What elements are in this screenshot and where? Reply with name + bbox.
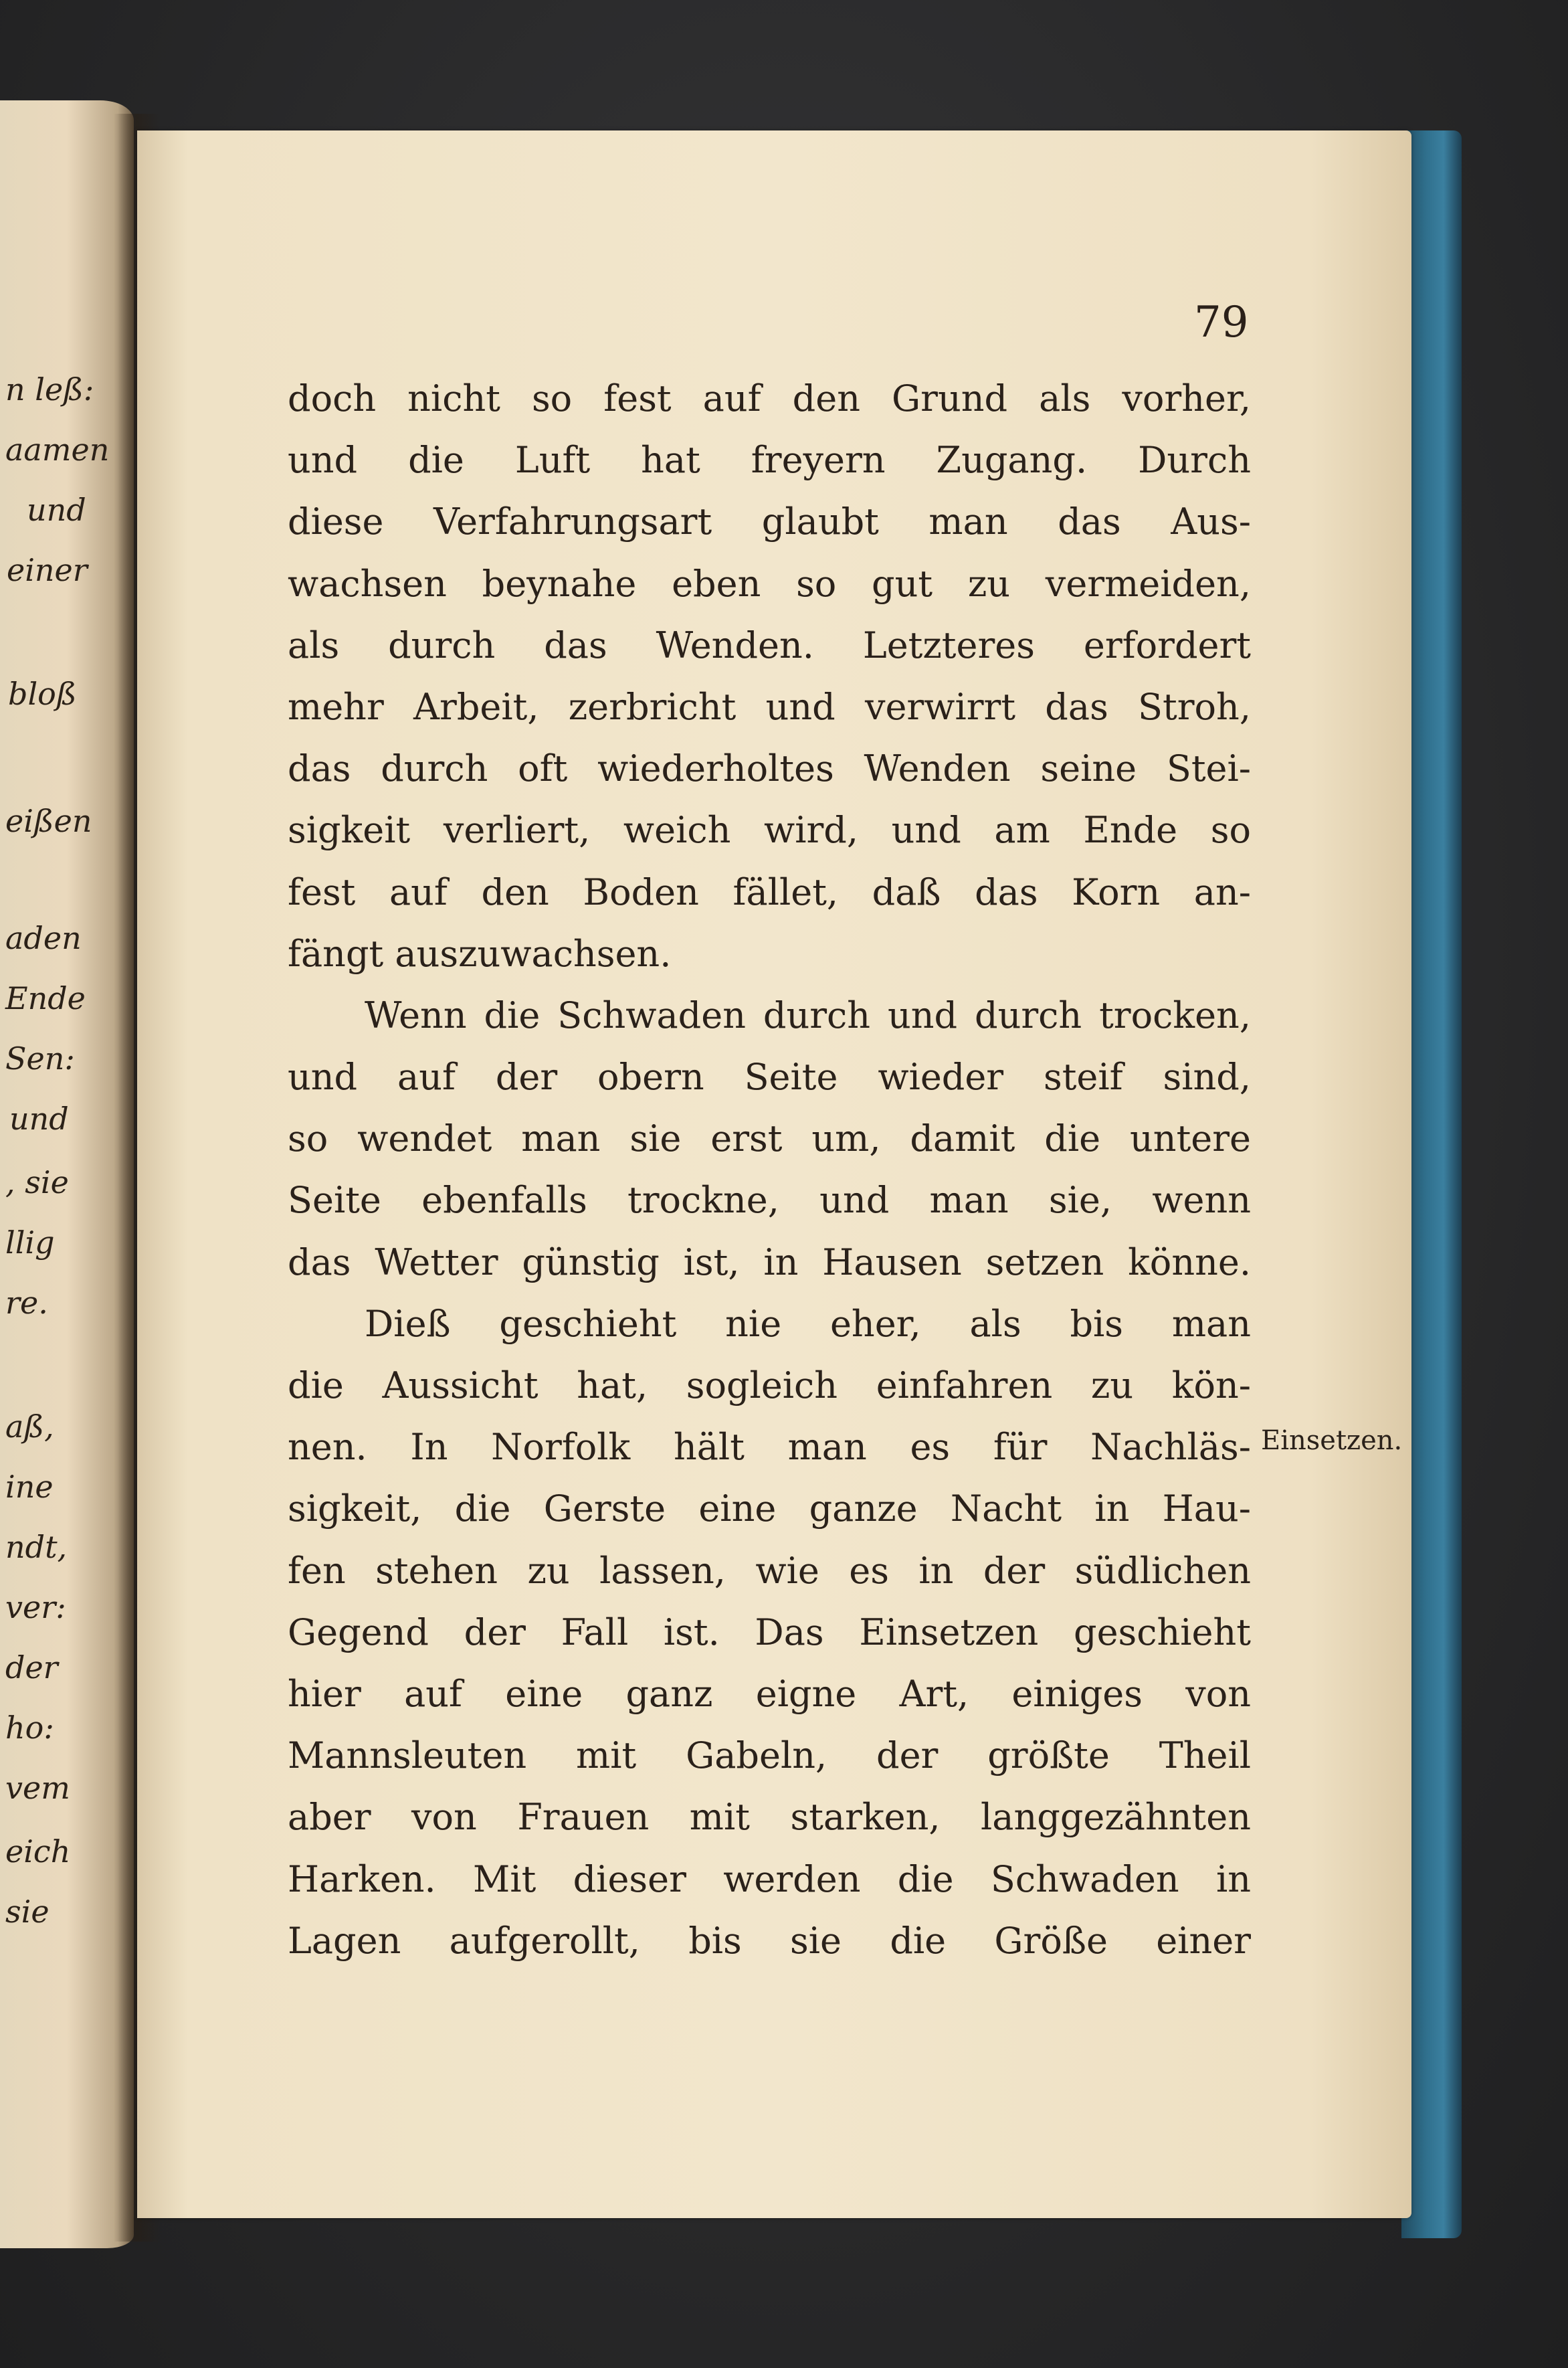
left-fragment: , sie	[5, 1164, 69, 1200]
left-fragment: aamen	[5, 432, 110, 468]
left-fragment: bloß	[8, 676, 77, 712]
left-fragment: vem	[5, 1770, 70, 1806]
text-line: so wendet man sie erst um, damit die untere	[288, 1117, 1251, 1160]
margin-note: Einsetzen.	[1261, 1425, 1403, 1456]
left-fragment: n leß:	[5, 371, 94, 407]
text-line: diese Verfahrungsart glaubt man das Aus-	[288, 500, 1251, 543]
left-fragment: eißen	[5, 803, 92, 839]
left-fragment: aß,	[5, 1408, 54, 1445]
text-line: Gegend der Fall ist. Das Einsetzen geschieht	[288, 1611, 1251, 1653]
text-line: Mannsleuten mit Gabeln, der größte Theil	[288, 1734, 1251, 1777]
text-line: und auf der obern Seite wieder steif sind,	[288, 1056, 1251, 1099]
text-line: mehr Arbeit, zerbricht und verwirrt das Stroh,	[288, 685, 1251, 728]
left-fragment: ver:	[5, 1589, 66, 1625]
text-line: als durch das Wenden. Letzteres erfordert	[288, 624, 1251, 666]
text-line: aber von Frauen mit starken, langgezähnten	[288, 1796, 1251, 1839]
text-line: sigkeit verliert, weich wird, und am Ende so	[288, 809, 1251, 852]
text-line: Dieß geschieht nie eher, als bis man	[365, 1302, 1251, 1345]
left-fragment: und	[27, 492, 86, 528]
left-fragment: ndt,	[5, 1529, 68, 1565]
text-line: die Aussicht hat, sogleich einfahren zu kön-	[288, 1364, 1251, 1406]
left-fragment: sie	[5, 1894, 50, 1930]
left-fragment: der	[5, 1649, 58, 1686]
left-fragment: aden	[5, 920, 82, 956]
book-page	[137, 130, 1411, 2218]
left-fragment: ine	[5, 1469, 54, 1505]
text-line: sigkeit, die Gerste eine ganze Nacht in Hau-	[288, 1487, 1251, 1530]
text-line: Harken. Mit dieser werden die Schwaden in	[288, 1857, 1251, 1900]
left-fragment: Sen:	[5, 1040, 75, 1077]
page-number: 79	[1194, 298, 1249, 347]
left-fragment: llig	[5, 1224, 55, 1261]
text-line: das durch oft wiederholtes Wenden seine Stei-	[288, 747, 1251, 790]
text-line: Wenn die Schwaden durch und durch trocken,	[365, 994, 1251, 1036]
text-line: und die Luft hat freyern Zugang. Durch	[288, 439, 1251, 482]
text-line: fest auf den Boden fället, daß das Korn an-	[288, 871, 1251, 913]
left-fragment: und	[9, 1101, 69, 1137]
text-line: fen stehen zu lassen, wie es in der südlichen	[288, 1549, 1251, 1592]
text-line: Seite ebenfalls trockne, und man sie, wenn	[288, 1179, 1251, 1222]
text-line: nen. In Norfolk hält man es für Nachläs-	[288, 1426, 1251, 1469]
left-fragment: eich	[5, 1833, 71, 1870]
left-fragment: einer	[7, 552, 88, 588]
left-fragment: Ende	[5, 980, 86, 1016]
text-line: doch nicht so fest auf den Grund als vorher,	[288, 377, 1251, 420]
text-line: hier auf eine ganz eigne Art, einiges von	[288, 1672, 1251, 1715]
left-fragment: ho:	[5, 1710, 54, 1746]
text-line: das Wetter günstig ist, in Hausen setzen könne.	[288, 1241, 1251, 1283]
left-fragment: re.	[5, 1285, 48, 1321]
body-text	[288, 368, 1251, 1972]
text-line: wachsen beynahe eben so gut zu vermeiden,	[288, 562, 1251, 605]
text-line: fängt auszuwachsen.	[288, 932, 672, 975]
text-line: Lagen aufgerollt, bis sie die Größe einer	[288, 1919, 1251, 1962]
